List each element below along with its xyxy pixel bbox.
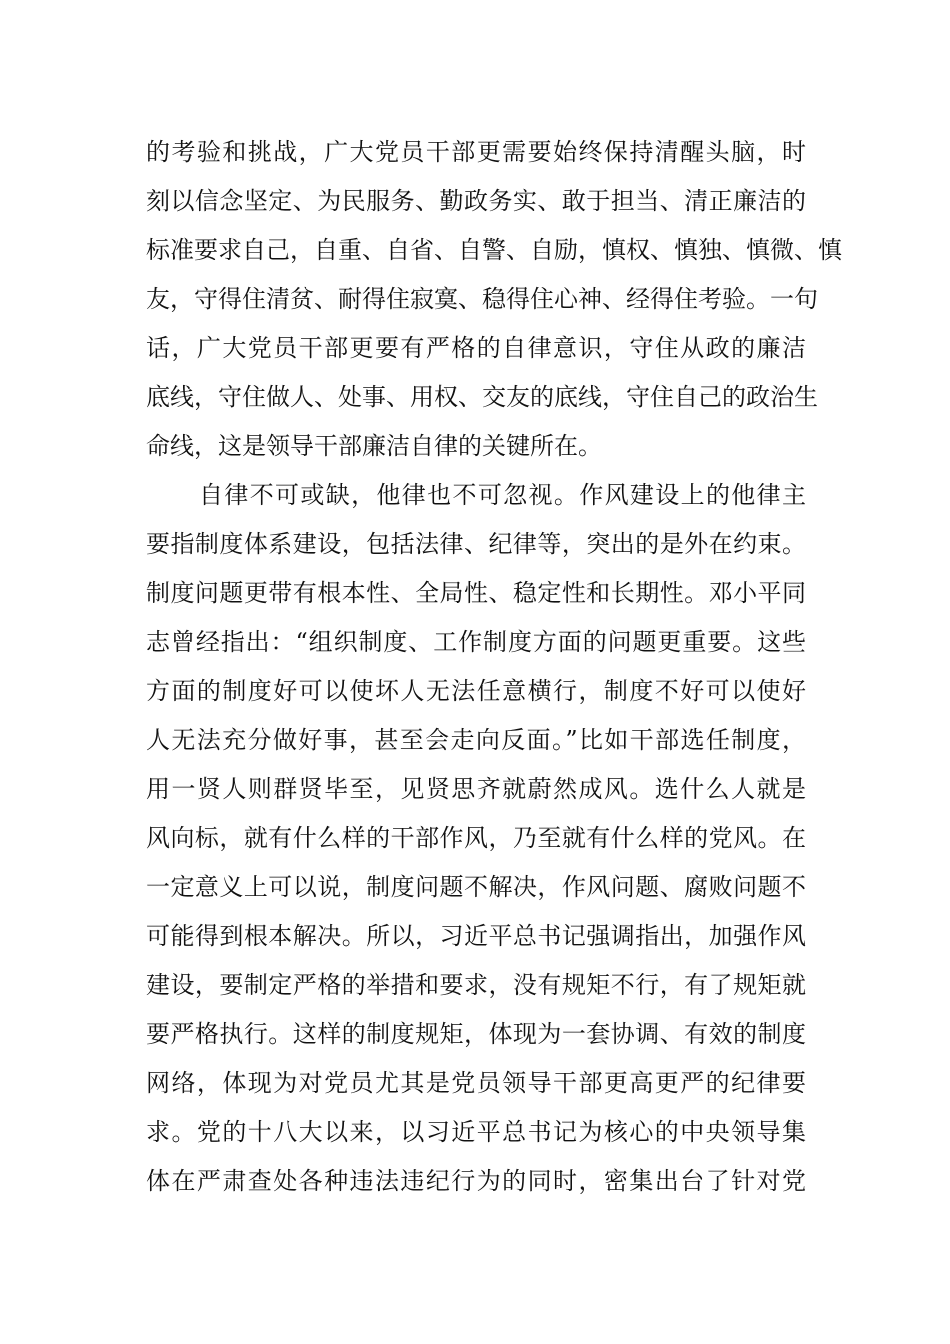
text-line: 命线，这是领导干部廉洁自律的关键所在。 — [146, 432, 602, 460]
text-line: 标准要求自己，自重、自省、自警、自励，慎权、慎独、慎微、慎 — [146, 236, 842, 264]
text-line: 的考验和挑战，广大党员干部更需要始终保持清醒头脑，时 — [146, 138, 806, 166]
text-line: 建设，要制定严格的举措和要求，没有规矩不行，有了规矩就 — [146, 971, 806, 999]
text-line: 志曾经指出：“组织制度、工作制度方面的问题更重要。这些 — [146, 628, 806, 656]
text-line: 人无法充分做好事，甚至会走向反面。”比如干部选任制度， — [146, 726, 806, 754]
text-line: 话，广大党员干部更要有严格的自律意识，守住从政的廉洁 — [146, 334, 806, 362]
text-line: 自律不可或缺，他律也不可忽视。作风建设上的他律主 — [199, 481, 806, 509]
text-line: 方面的制度好可以使坏人无法任意横行，制度不好可以使好 — [146, 677, 806, 705]
text-line: 求。党的十八大以来，以习近平总书记为核心的中央领导集 — [146, 1118, 806, 1146]
text-line: 底线，守住做人、处事、用权、交友的底线，守住自己的政治生 — [146, 383, 818, 411]
text-line: 一定意义上可以说，制度问题不解决，作风问题、腐败问题不 — [146, 873, 806, 901]
text-line: 友，守得住清贫、耐得住寂寞、稳得住心神、经得住考验。一句 — [146, 285, 818, 313]
text-line: 要严格执行。这样的制度规矩，体现为一套协调、有效的制度 — [146, 1020, 806, 1048]
text-line: 可能得到根本解决。所以，习近平总书记强调指出，加强作风 — [146, 922, 806, 950]
document-body — [146, 128, 842, 1206]
text-line: 制度问题更带有根本性、全局性、稳定性和长期性。邓小平同 — [146, 579, 806, 607]
text-line: 风向标，就有什么样的干部作风，乃至就有什么样的党风。在 — [146, 824, 806, 852]
text-line: 用一贤人则群贤毕至，见贤思齐就蔚然成风。选什么人就是 — [146, 775, 806, 803]
text-line: 网络，体现为对党员尤其是党员领导干部更高更严的纪律要 — [146, 1069, 806, 1097]
text-line: 要指制度体系建设，包括法律、纪律等，突出的是外在约束。 — [146, 530, 806, 558]
text-line: 刻以信念坚定、为民服务、勤政务实、敢于担当、清正廉洁的 — [146, 187, 806, 215]
text-line: 体在严肃查处各种违法违纪行为的同时，密集出台了针对党 — [146, 1167, 806, 1195]
